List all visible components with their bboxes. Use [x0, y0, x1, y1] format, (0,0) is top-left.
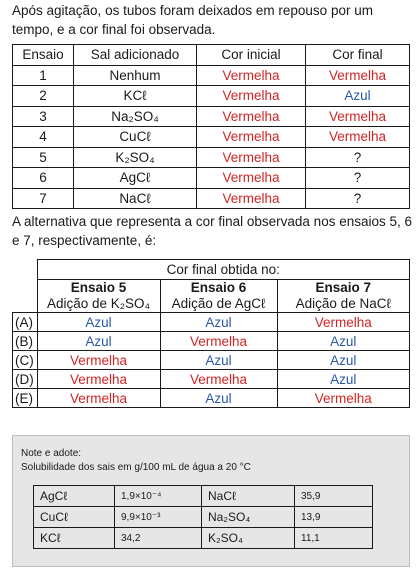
option-value: Vermelha — [277, 389, 410, 408]
column-title: Ensaio 7 — [315, 280, 372, 295]
solubility-value: 11,1 — [295, 528, 373, 549]
column-subtitle: Adição de AgCℓ — [171, 296, 266, 311]
salt-name: AgCℓ — [74, 168, 197, 189]
question-paragraph: A alternativa que representa a cor final observada nos ensaios 5, 6 e 7, respectivamente, é: — [12, 214, 413, 248]
ensaio-number: 6 — [13, 168, 74, 189]
results-table — [12, 44, 410, 209]
option-value: Vermelha — [277, 313, 410, 332]
initial-color: Vermelha — [197, 147, 306, 168]
note-title: Note e adote: — [21, 448, 82, 459]
salt-name: Nenhum — [74, 65, 197, 86]
results-header-row — [13, 45, 410, 66]
table-row — [34, 507, 373, 528]
solubility-value: 35,9 — [295, 486, 373, 507]
column-title: Ensaio 6 — [190, 280, 247, 295]
ensaio-number: 5 — [13, 147, 74, 168]
option-value: Azul — [160, 351, 277, 370]
solubility-value: 34,2 — [115, 528, 202, 549]
group-header: Cor final obtida no: — [37, 260, 410, 280]
note-subtitle: Solubilidade dos sais em g/100 mL de água a 20 °C — [21, 462, 251, 473]
table-row — [13, 168, 410, 189]
column-header-ensaio-5 — [37, 280, 160, 313]
final-color: ? — [306, 188, 410, 209]
option-label: (B) — [13, 332, 38, 351]
initial-color: Vermelha — [197, 127, 306, 148]
note-box — [12, 435, 410, 567]
option-row-b — [13, 332, 410, 351]
header-sal: Sal adicionado — [74, 45, 197, 66]
option-value: Azul — [277, 370, 410, 389]
option-value: Azul — [277, 332, 410, 351]
final-color: Azul — [306, 86, 410, 107]
option-value: Azul — [160, 313, 277, 332]
initial-color: Vermelha — [197, 168, 306, 189]
column-subtitle: Adição de K₂SO₄ — [46, 296, 151, 311]
blank-corner — [13, 280, 38, 313]
ensaio-number: 7 — [13, 188, 74, 209]
table-row — [13, 86, 410, 107]
salt-name: NaCℓ — [74, 188, 197, 209]
ensaio-number: 3 — [13, 106, 74, 127]
salt-name: CuCℓ — [34, 507, 115, 528]
table-row — [13, 147, 410, 168]
initial-color: Vermelha — [197, 65, 306, 86]
salt-name: AgCℓ — [34, 486, 115, 507]
intro-paragraph: Após agitação, os tubos foram deixados em repouso por um tempo, e a cor final foi observada. — [12, 3, 373, 37]
option-value: Azul — [160, 389, 277, 408]
final-color: Vermelha — [306, 106, 410, 127]
option-value: Azul — [277, 351, 410, 370]
table-row — [13, 65, 410, 86]
initial-color: Vermelha — [197, 188, 306, 209]
blank-corner — [13, 260, 38, 280]
option-value: Vermelha — [37, 351, 160, 370]
ensaio-number: 4 — [13, 127, 74, 148]
ensaio-number: 2 — [13, 86, 74, 107]
salt-name: Na₂SO₄ — [202, 507, 295, 528]
group-header-row — [13, 260, 410, 280]
final-color: Vermelha — [306, 65, 410, 86]
column-header-ensaio-7 — [277, 280, 410, 313]
answer-options-table — [12, 259, 410, 408]
column-title: Ensaio 5 — [70, 280, 127, 295]
solubility-table — [33, 485, 373, 549]
option-value: Vermelha — [37, 389, 160, 408]
final-color: ? — [306, 168, 410, 189]
option-label: (D) — [13, 370, 38, 389]
solubility-value: 13,9 — [295, 507, 373, 528]
ensaio-number: 1 — [13, 65, 74, 86]
option-value: Vermelha — [160, 370, 277, 389]
option-label: (A) — [13, 313, 38, 332]
option-row-d — [13, 370, 410, 389]
solubility-value: 9,9×10⁻³ — [115, 507, 202, 528]
salt-name: CuCℓ — [74, 127, 197, 148]
salt-name: KCℓ — [34, 528, 115, 549]
column-header-row — [13, 280, 410, 313]
header-cor-final: Cor final — [306, 45, 410, 66]
solubility-value: 1,9×10⁻⁴ — [115, 486, 202, 507]
option-value: Azul — [37, 313, 160, 332]
final-color: Vermelha — [306, 127, 410, 148]
header-ensaio: Ensaio — [13, 45, 74, 66]
option-value: Vermelha — [37, 370, 160, 389]
option-label: (E) — [13, 389, 38, 408]
column-subtitle: Adição de NaCℓ — [295, 296, 391, 311]
salt-name: K₂SO₄ — [202, 528, 295, 549]
option-row-e — [13, 389, 410, 408]
option-row-c — [13, 351, 410, 370]
salt-name: KCℓ — [74, 86, 197, 107]
column-header-ensaio-6 — [160, 280, 277, 313]
option-label: (C) — [13, 351, 38, 370]
header-cor-inicial: Cor inicial — [197, 45, 306, 66]
option-row-a — [13, 313, 410, 332]
initial-color: Vermelha — [197, 106, 306, 127]
table-row — [34, 486, 373, 507]
table-row — [34, 528, 373, 549]
final-color: ? — [306, 147, 410, 168]
option-value: Vermelha — [160, 332, 277, 351]
table-row — [13, 127, 410, 148]
initial-color: Vermelha — [197, 86, 306, 107]
salt-name: K₂SO₄ — [74, 147, 197, 168]
table-row — [13, 188, 410, 209]
table-row — [13, 106, 410, 127]
salt-name: NaCℓ — [202, 486, 295, 507]
option-value: Azul — [37, 332, 160, 351]
salt-name: Na₂SO₄ — [74, 106, 197, 127]
